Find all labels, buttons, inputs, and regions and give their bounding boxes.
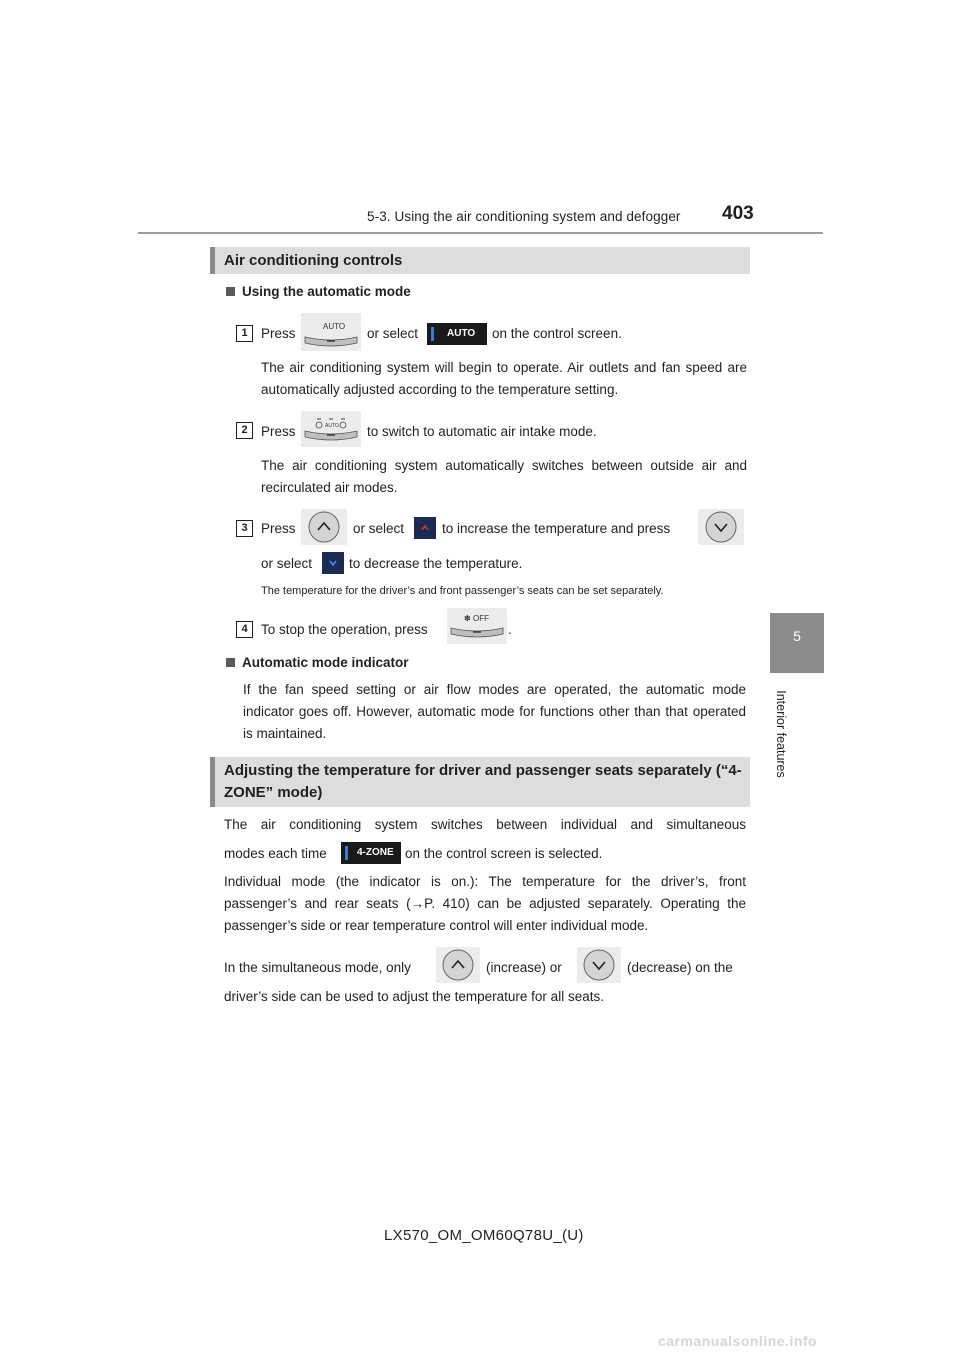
step-number-2: 2	[236, 422, 253, 439]
step3-note: The temperature for the driver’s and front passenger’s seats can be set separately.	[261, 585, 664, 597]
subheading-automatic-indicator	[226, 655, 409, 670]
zone-para3-decrease: (decrease) on the	[627, 960, 733, 975]
step3-decrease: to decrease the temperature.	[349, 556, 523, 571]
chapter-number: 5	[793, 628, 801, 644]
4-zone-screen-label: 4-ZONE	[357, 847, 394, 858]
step1-or-select: or select	[367, 326, 419, 341]
chapter-tab	[770, 613, 824, 673]
zone-para3-end: driver’s side can be used to adjust the temperature for all seats.	[224, 989, 604, 1004]
automatic-indicator-text: If the fan speed setting or air flow modes are operated, the automatic mode indicator goes off. However, automatic mode for functions other than that operated is maintained.	[243, 682, 746, 741]
auto-screen-label: AUTO	[447, 328, 476, 339]
square-bullet-icon	[226, 658, 235, 667]
temp-up-screen-icon	[414, 517, 436, 539]
svg-text:OFF: OFF	[473, 614, 489, 623]
zone-para3-a: In the simultaneous mode, only	[224, 960, 411, 975]
zone-para1-modes: modes each time	[224, 846, 327, 861]
svg-text:AUTO: AUTO	[325, 423, 339, 429]
step1-control-screen: on the control screen.	[492, 326, 622, 341]
square-bullet-icon	[226, 287, 235, 296]
4-zone-screen-icon	[341, 842, 401, 864]
chapter-label-wrap	[771, 680, 787, 790]
svg-text:✽: ✽	[464, 614, 471, 623]
step2-press: Press	[261, 424, 296, 439]
step2-note: The air conditioning system automatically switches between outside air and recirculated air modes.	[261, 458, 747, 495]
subheading-automatic-mode	[226, 284, 411, 299]
page-number: 403	[722, 203, 754, 224]
temp-up-button-icon	[301, 509, 347, 545]
header-rule	[138, 232, 823, 234]
step4-text: To stop the operation, press	[261, 622, 428, 637]
auto-button-icon	[301, 313, 361, 351]
temp-down-screen-icon	[322, 552, 344, 574]
step1-note: The air conditioning system will begin to operate. Air outlets and fan speed are automatically adjusted according to the temperature setting.	[261, 360, 747, 397]
zone-para3-increase: (increase) or	[486, 960, 562, 975]
step4-end: .	[508, 622, 512, 637]
subheading-text: Using the automatic mode	[242, 284, 411, 299]
off-button-icon	[447, 608, 507, 644]
temp-down-button-icon	[698, 509, 744, 545]
temp-down-button-icon	[577, 947, 621, 983]
step1-press: Press	[261, 326, 296, 341]
document-code: LX570_OM_OM60Q78U_(U)	[384, 1227, 584, 1244]
auto-screen-icon	[427, 323, 487, 345]
subheading-text: Automatic mode indicator	[242, 655, 409, 670]
zone-para2: Individual mode (the indicator is on.): The temperature for the driver’s, front passenger’s and rear seats (→P. 410) can be adjusted separately. Operating the passenger’s side or rear temperature control will enter individual mode.	[224, 874, 746, 933]
chapter-label: Interior features	[774, 690, 788, 778]
section-heading-4-zone: Adjusting the temperature for driver and passenger seats separately (“4-ZONE” mode)	[210, 757, 750, 807]
watermark: carmanualsonline.info	[658, 1333, 818, 1349]
temp-up-button-icon	[436, 947, 480, 983]
step3-increase: to increase the temperature and press	[442, 521, 671, 536]
section-heading-ac-controls: Air conditioning controls	[210, 247, 750, 274]
step-number-3: 3	[236, 520, 253, 537]
running-header: 5-3. Using the air conditioning system and defogger	[367, 209, 681, 224]
step-number-4: 4	[236, 621, 253, 638]
zone-para1-end: on the control screen is selected.	[405, 846, 603, 861]
step3-or-select-2: or select	[261, 556, 313, 571]
intake-button-icon	[301, 411, 361, 447]
step2-text: to switch to automatic air intake mode.	[367, 424, 597, 439]
zone-para1-line1: The air conditioning system switches between individual and simultaneous	[224, 817, 746, 832]
step-number-1: 1	[236, 325, 253, 342]
svg-text:AUTO: AUTO	[323, 322, 346, 331]
step3-or-select: or select	[353, 521, 405, 536]
step3-press: Press	[261, 521, 296, 536]
